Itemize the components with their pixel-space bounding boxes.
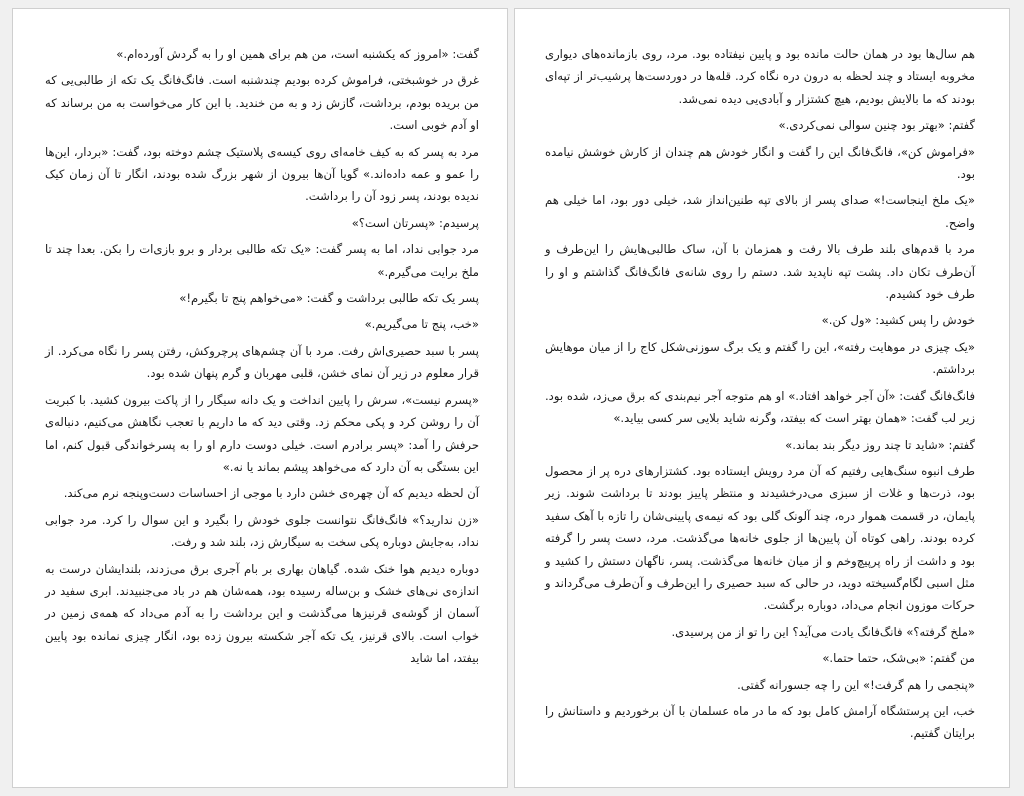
paragraph: «پسرم نیست»، سرش را پایین انداخت و یک دانه سیگار را از پاکت بیرون کشید. با کبریت آن را روشن کرد و پکی محکم زد. وقتی دید که ما داریم با تعجب نگاهش می‌کنیم، دنباله‌ی حرفش را آمد: «پسر برادرم است. خیلی دوست دارم او را به پسرخواندگی قبول کنم، اما این بستگی به آن دارد که می‌خواهد پیشم بماند یا نه.» bbox=[45, 392, 479, 474]
paragraph: آن لحظه دیدیم که آن چهره‌ی خشن دارد با موجی از احساسات دست‌وپنجه نرم می‌کند. bbox=[63, 486, 479, 501]
paragraph: مرد به پسر که به کیف خامه‌ای روی کیسه‌ی پلاستیک چشم دوخته بود، گفت: «بردار، این‌ها را عمو و عمه داده‌اند.» گویا آن‌ها بیرون از شهر بزرگ شده بودند، انگار تا آن زمان کیک ندیده بودند، پسر زود آن را برداشت. bbox=[45, 144, 479, 204]
paragraph: گفتم: «شاید تا چند روز دیگر بند بماند.» bbox=[785, 437, 975, 452]
paragraph: من گفتم: «بی‌شک، حتما حتما.» bbox=[822, 651, 975, 666]
paragraph: مرد جوابی نداد، اما به پسر گفت: «یک تکه طالبی بردار و برو بازی‌ات را بکن. بعدا چند تا ملخ برایت می‌گیرم.» bbox=[45, 242, 479, 279]
page-left bbox=[12, 8, 508, 788]
paragraph: «زن ندارید؟» فانگ‌فانگ نتوانست جلوی خودش را بگیرد و این سوال را کرد. مرد جوابی نداد، به‌جایش دوباره پکی سخت به سیگارش زد، بلند شد و رفت. bbox=[45, 512, 479, 550]
paragraph: «فراموش کن»، فانگ‌فانگ این را گفت و انگار خودش هم چندان از کارش خوشش نیامده بود. bbox=[545, 144, 975, 182]
paragraph: طرف انبوه سنگ‌هایی رفتیم که آن مرد رویش ایستاده بود. کشتزارهای دره پر از محصول بود، ذرت‌ها و غلات از سبزی می‌درخشیدند و منتظر پاییز بودند تا برداشت شوند. زیر پایمان، در قسمت هموار دره، چند آلونک گلی بود که نیمه‌ی پایینی‌شان را تازه با آهک سفید کرده بودند. راهی کوتاه آن پایین‌ها از جلوی خانه‌ها می‌گذشت. مرد، دست پسر را گرفته بود و داشت از راه پرپیچ‌وخم و از میان خانه‌ها می‌گذشت. پسر، ناگهان دستش را کشید و مثل اسبی لگام‌گسیخته دوید، در حالی که سبد حصیری را این‌طرف و آن‌طرف می‌گرداند و حرکات موزون انجام می‌داد، دوباره برگشت. bbox=[545, 463, 975, 613]
paragraph: گفت: «امروز که یکشنبه است، من هم برای همین او را به گردش آورده‌ام.» bbox=[116, 47, 479, 61]
paragraph: فانگ‌فانگ گفت: «آن آجر خواهد افتاد.» او هم متوجه آجر نیم‌بندی که برق می‌زد، شده بود. زیر لب گفت: «همان بهتر است که بیفتد، وگرنه شاید بلایی سر کسی بیاید.» bbox=[545, 388, 975, 426]
page-left-text bbox=[45, 43, 479, 674]
page-right bbox=[514, 8, 1010, 788]
paragraph: دوباره دیدیم هوا خنک شده. گیاهان بهاری بر بام آجری برق می‌زدند، بلندایشان درست به اندازه‌ی نی‌های خشک و بن‌ساله رسیده بود، همه‌شان هم در باد می‌جنبیدند. ابری سفید در آسمان از گوشه‌ی قرنیزها می‌گذشت و این برداشت را به آدم می‌داد که همه‌ی زمین در خواب است. بالای قرنیز، یک تکه آجر شکسته بیرون زده بود، انگار چیزی نمانده بود پایین بیفتد، اما شاید bbox=[45, 561, 479, 666]
paragraph: پسر با سبد حصیری‌اش رفت. مرد با آن چشم‌های پرچروکش، رفتن پسر را نگاه می‌کرد. از قرار معلوم در زیر آن نمای خشن، قلبی مهربان و گرم پنهان شده بود. bbox=[45, 343, 479, 381]
paragraph: پرسیدم: «پسرتان است؟» bbox=[351, 215, 479, 230]
paragraph: «یک ملخ اینجاست!» صدای پسر از بالای تپه طنین‌انداز شد، خیلی دور بود، اما خیلی هم واضح. bbox=[545, 193, 975, 230]
page-right-text bbox=[545, 43, 975, 749]
paragraph: «خب، پنج تا می‌گیریم.» bbox=[364, 317, 479, 332]
paragraph: گفتم: «بهتر بود چنین سوالی نمی‌کردی.» bbox=[778, 118, 975, 133]
paragraph: «پنجمی را هم گرفت!» این را چه جسورانه گفتی. bbox=[737, 677, 975, 692]
paragraph: غرق در خوشبختی، فراموش کرده بودیم چندشنبه است. فانگ‌فانگ یک تکه از طالبی‌یی که من بریده بودم، برداشت، گازش زد و به من خندید. با این کار می‌خواست به من برساند که او آدم خوبی است. bbox=[45, 73, 479, 133]
paragraph: هم سال‌ها بود در همان حالت مانده بود و پایین نیفتاده بود. مرد، روی بازمانده‌های دیواری مخروبه ایستاد و چند لحظه به درون دره نگاه کرد. قله‌ها در دوردست‌ها پرشیب‌تر از تپه‌ای بودند که ما بالایش بودیم، هیچ کشتزار و آبادی‌یی دیده نمی‌شد. bbox=[545, 47, 975, 106]
paragraph: «یک چیزی در موهایت رفته»، این را گفتم و یک برگ سوزنی‌شکل کاج را از میان موهایش برداشتم. bbox=[545, 339, 975, 377]
paragraph: خودش را پس کشید: «ول کن.» bbox=[821, 313, 975, 328]
paragraph: مرد با قدم‌های بلند طرف بالا رفت و همزمان با آن، ساک طالبی‌هایش را این‌طرف و آن‌طرف تکان داد. پشت تپه ناپدید شد. دستم را روی شانه‌ی فانگ‌فانگ گذاشتم و او را طرف خود کشیدم. bbox=[545, 242, 975, 302]
paragraph: خب، این پرستشگاه آرامش کامل بود که ما در ماه عسلمان با آن برخوردیم و داستانش را برایتان گفتیم. bbox=[545, 703, 975, 741]
paragraph: «ملخ گرفته؟» فانگ‌فانگ یادت می‌آید؟ این را تو از من پرسیدی. bbox=[671, 624, 975, 639]
paragraph: پسر یک تکه طالبی برداشت و گفت: «می‌خواهم پنج تا بگیرم!» bbox=[179, 291, 479, 306]
